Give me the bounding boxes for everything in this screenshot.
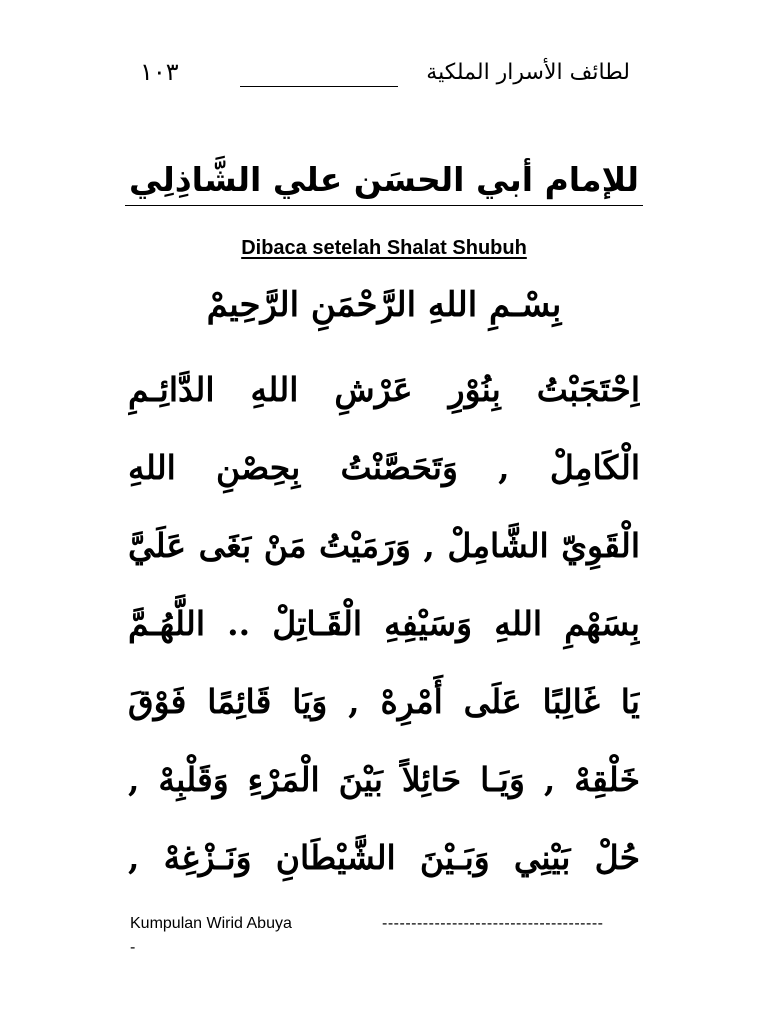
footer-label: Kumpulan Wirid Abuya (130, 915, 292, 932)
prayer-line: حُلْ بَيْنِي وَبَـيْنَ الشَّيْطَانِ وَنَـزْغِهْ , (128, 838, 640, 877)
doc-title (0, 160, 768, 206)
page-header (130, 58, 630, 98)
header-rule (240, 86, 398, 87)
footer-dashes: -------------------------------------- (382, 915, 604, 932)
prayer-line: الْكَامِلْ , وَتَحَصَّنْتُ بِحِصْنِ اللهِ (128, 448, 640, 487)
prayer-line: الْقَوِيّ الشَّامِلْ , وَرَمَيْتُ مَنْ بَغَى عَلَيَّ (128, 526, 640, 565)
subtitle-text: Dibaca setelah Shalat Shubuh (241, 237, 527, 259)
basmala: بِسْـمِ اللهِ الرَّحْمَنِ الرَّحِيمْ (206, 285, 562, 325)
doc-title-text: للإمام أبي الحسَن علي الشَّاذِلِي (125, 160, 643, 206)
prayer-line: اِحْتَجَبْتُ بِنُوْرِ عَرْشِ اللهِ الدَّائِـمِ (128, 370, 640, 409)
prayer-text (128, 360, 640, 906)
prayer-line: خَلْقِهْ , وَيَـا حَائِلاً بَيْنَ الْمَرْءِ وَقَلْبِهْ , (128, 760, 640, 799)
page-number: ١٠٣ (140, 58, 179, 86)
book-title: لطائف الأسرار الملكية (426, 60, 630, 85)
footer-dash-wrap: - (130, 939, 136, 956)
prayer-line: يَا غَالِبًا عَلَى أَمْرِهْ , وَيَا قَائِمًا فَوْقَ (128, 682, 640, 721)
prayer-line: بِسَهْمِ اللهِ وَسَيْفِهِ الْقَـاتِلْ .. اللَّهُـمَّ (128, 604, 640, 643)
subtitle (0, 237, 768, 260)
